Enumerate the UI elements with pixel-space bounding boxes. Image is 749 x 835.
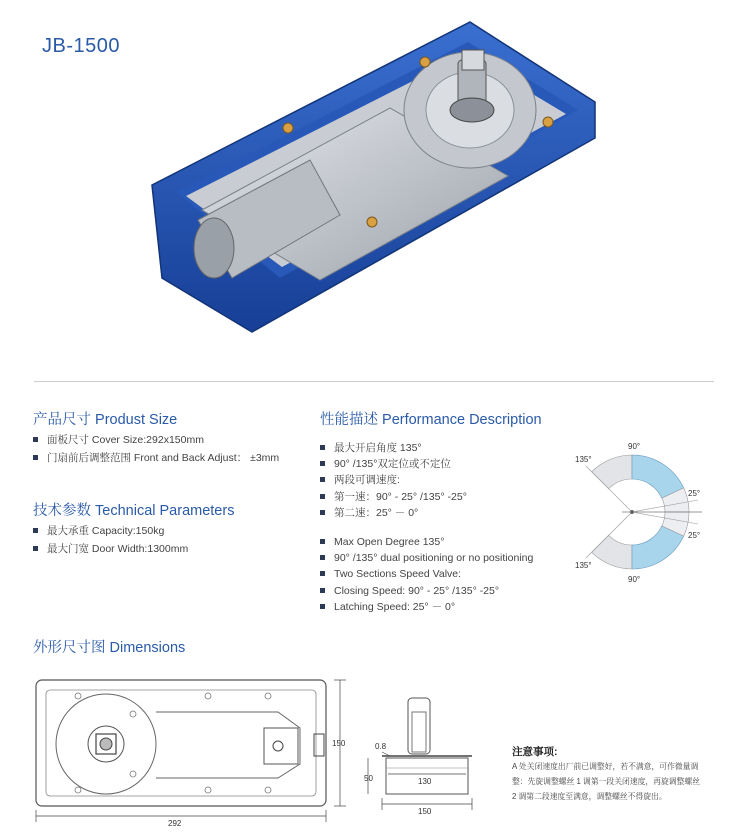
angle-label-top: 90° xyxy=(628,442,641,451)
angle-label-lower-right: 25° xyxy=(688,531,701,540)
list-item: 第一速：90° - 25° /135° -25° xyxy=(320,489,467,505)
angle-label-upper-right: 25° xyxy=(688,489,701,498)
list-item: 面板尺寸 Cover Size:292x150mm xyxy=(33,431,279,449)
list-item: Closing Speed: 90° - 25° /135° -25° xyxy=(320,583,533,599)
angle-label-lower-left: 135° xyxy=(575,561,592,570)
sector-lower-left xyxy=(592,535,632,569)
performance-list-en xyxy=(320,534,533,615)
sector-upper-left xyxy=(592,455,632,489)
list-item: 两段可调速度: xyxy=(320,472,467,488)
product-photo xyxy=(140,10,605,345)
list-item: Max Open Degree 135° xyxy=(320,534,533,550)
section-divider xyxy=(34,381,714,382)
tech-params-title: 技术参数 Technical Parameters xyxy=(33,503,235,519)
dim-side-inner: 130 xyxy=(418,777,432,786)
list-item: 第二速：25° － 0° xyxy=(320,505,467,521)
product-size-list xyxy=(33,431,279,467)
notes-body: A 处关闭速度出厂前已调整好，若不满意，可作微量调整：先旋调整螺丝 1 调第一段关闭速度，再旋调整螺丝 2 调第二段速度至满意，调整螺丝不得旋出。 xyxy=(512,762,700,801)
angle-label-upper-left: 135° xyxy=(575,455,592,464)
dim-width: 292 xyxy=(168,819,182,828)
model-title: JB-1500 xyxy=(42,35,120,57)
dimensions-title: 外形尺寸图 Dimensions xyxy=(33,640,186,656)
list-item: 最大门宽 Door Width:1300mm xyxy=(33,540,188,558)
dim-side-width: 150 xyxy=(418,807,432,816)
angle-label-bottom: 90° xyxy=(628,575,641,584)
angle-diagram xyxy=(570,438,720,586)
performance-title: 性能描述 Performance Description xyxy=(320,412,542,428)
list-item: Latching Speed: 25° － 0° xyxy=(320,599,533,615)
list-item: 90° /135° dual positioning or no positioning xyxy=(320,550,533,566)
dimension-drawing xyxy=(28,672,508,830)
dim-side-height: 50 xyxy=(364,774,373,783)
tech-params-list xyxy=(33,522,188,558)
list-item: 90° /135°双定位或不定位 xyxy=(320,456,467,472)
list-item: 门扇前后调整范围 Front and Back Adjust： ±3mm xyxy=(33,449,279,467)
notes-title: 注意事项: xyxy=(512,746,558,758)
dim-side-thickness: 0.8 xyxy=(375,742,387,751)
list-item: 最大开启角度 135° xyxy=(320,440,467,456)
performance-list-cn xyxy=(320,440,467,521)
product-size-title: 产品尺寸 Produst Size xyxy=(33,412,178,428)
dim-height: 150 xyxy=(332,739,346,748)
list-item: Two Sections Speed Valve: xyxy=(320,566,533,582)
list-item: 最大承重 Capacity:150kg xyxy=(33,522,188,540)
